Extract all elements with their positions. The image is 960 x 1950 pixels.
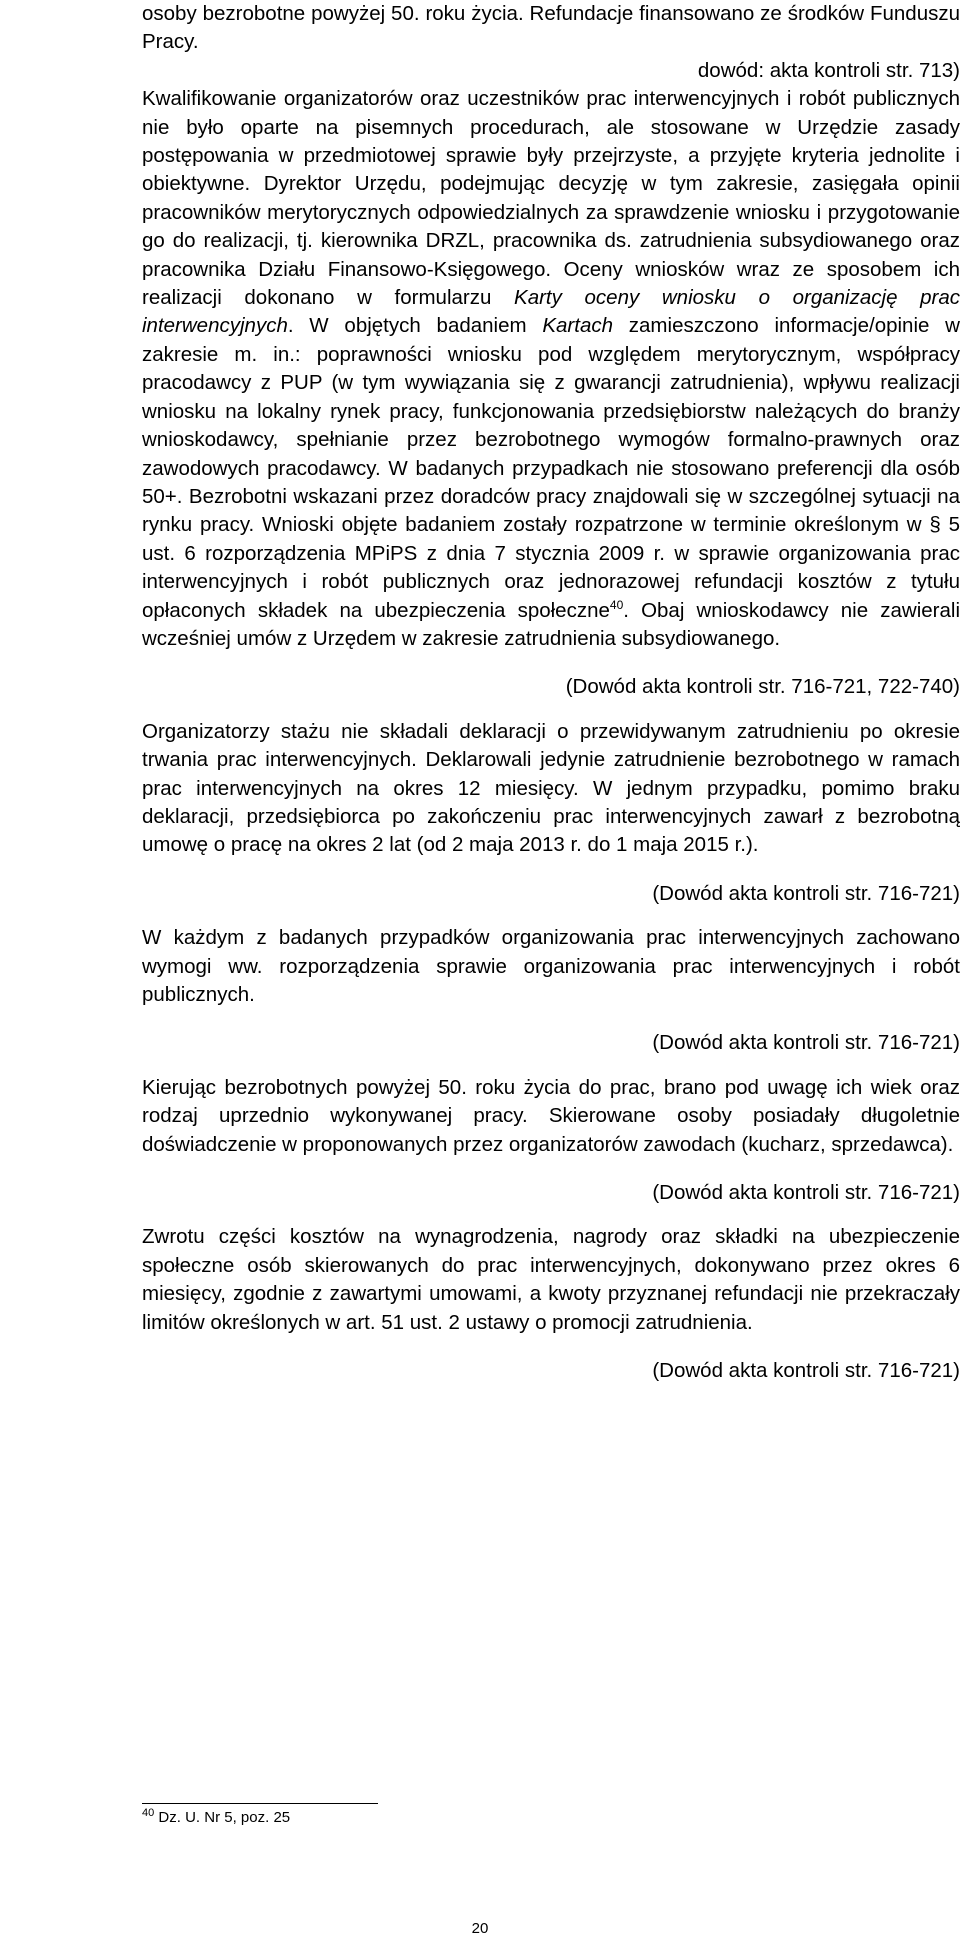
form-title: Karty oceny wniosku o organizację prac interwencyjnych xyxy=(142,286,960,338)
evidence-reference: (Dowód akta kontroli str. 716-721, 722-740) xyxy=(565,675,960,699)
form-short-title: Kartach xyxy=(542,314,614,338)
footnote-number: 40 xyxy=(142,1807,155,1819)
paragraph-refunds: Zwrotu części kosztów na wynagrodzenia, nagrody oraz składki na ubezpieczenie społeczne osób skierowanych do prac interwencyjnych, dokonywano przez okres 6 miesięcy, zgodnie z zawartymi umowami, a kwoty przyznanej refundacji nie przekraczały limitów określonych w art. 51 ust. 2 ustawy o promocji zatrudnienia. xyxy=(142,1225,960,1334)
evidence-reference: (Dowód akta kontroli str. 716-721) xyxy=(652,1359,960,1383)
paragraph-requirements: W każdym z badanych przypadków organizowania prac interwencyjnych zachowano wymogi ww. rozporządzenia sprawie organizowania prac interwencyjnych i robót publicznych. xyxy=(142,926,960,1006)
footnote xyxy=(142,1808,290,1828)
page-number: 20 xyxy=(471,1920,489,1937)
evidence-reference: (Dowód akta kontroli str. 716-721) xyxy=(652,1181,960,1205)
footnote-reference[interactable]: 40 xyxy=(609,597,624,612)
paragraph-intro: osoby bezrobotne powyżej 50. roku życia. Refundacje finansowano ze środków Funduszu Pracy. xyxy=(142,2,960,54)
evidence-reference: dowód: akta kontroli str. 713) xyxy=(697,58,960,82)
footnote-text: Dz. U. Nr 5, poz. 25 xyxy=(158,1809,291,1826)
paragraph-declarations: Organizatorzy stażu nie składali deklaracji o przewidywanym zatrudnieniu po okresie trwania prac interwencyjnych. Deklarowali jedynie zatrudnienie bezrobotnego w ramach prac interwencyjnych na okres 12 miesięcy. W jednym przypadku, pomimo braku deklaracji, przedsiębiorca po zakończeniu prac interwencyjnych zawarł z bezrobotną umowę o pracę na okres 2 lat (od 2 maja 2013 r. do 1 maja 2015 r.). xyxy=(142,719,960,857)
footnote-separator xyxy=(142,1803,378,1804)
evidence-reference: (Dowód akta kontroli str. 716-721) xyxy=(652,881,960,905)
paragraph-referrals: Kierując bezrobotnych powyżej 50. roku życia do prac, brano pod uwagę ich wiek oraz rodzaj uprzednio wykonywanej pracy. Skierowane osoby posiadały długoletnie doświadczenie w proponowanych przez organizatorów zawodach (kucharz, sprzedawca). xyxy=(142,1075,960,1156)
document-page xyxy=(142,0,960,1385)
paragraph-qualification: Kwalifikowanie organizatorów oraz uczestników prac interwencyjnych i robót publicznych nie było oparte na pisemnych procedurach, ale stosowane w Urzędzie zasady postępowania w przedmiotowej sprawie były przejrzyste, a przyjęte kryteria jednolite i obiektywne. Dyrektor Urzędu, podejmując decyzję w tym zakresie, zasięgała opinii pracowników merytorycznych odpowiedzialnych za sprawdzenie wniosku i przygotowanie go do realizacji, tj. kierownika DRZL, pracownika ds. zatrudnienia subsydiowanego oraz pracownika Działu Finansowo-Księgowego. Oceny wniosków wraz ze sposobem ich realizacji dokonano w formularzu Karty oceny wniosku o organizację prac interwencyjnych. W objętych badaniem Kartach zamieszczono informacje/opinie w zakresie m. in.: poprawności wniosku pod względem merytorycznym, współpracy pracodawcy z PUP (w tym wywiązania się z gwarancji zatrudnienia), wpływu realizacji wniosku na lokalny rynek pracy, funkcjonowania przedsiębiorstw należących do branży wnioskodawcy, spełnianie przez bezrobotnego wymogów formalno-prawnych oraz zawodowych pracodawcy. W badanych przypadkach nie stosowano preferencji dla osób 50+. Bezrobotni wskazani przez doradców pracy znajdowali się w szczególnej sytuacji na rynku pracy. Wnioski objęte badaniem zostały rozpatrzone w terminie określonym w § 5 ust. 6 rozporządzenia MPiPS z dnia 7 stycznia 2009 r. w sprawie organizowania prac interwencyjnych i robót publicznych oraz jednorazowej refundacji kosztów z tytułu opłaconych składek na ubezpieczenia społeczne$^{40}$. Obaj wnioskodawcy nie zawierali wcześniej umów z Urzędem w zakresie zatrudnienia subsydiowanego. xyxy=(142,87,960,650)
evidence-reference: (Dowód akta kontroli str. 716-721) xyxy=(652,1031,960,1055)
